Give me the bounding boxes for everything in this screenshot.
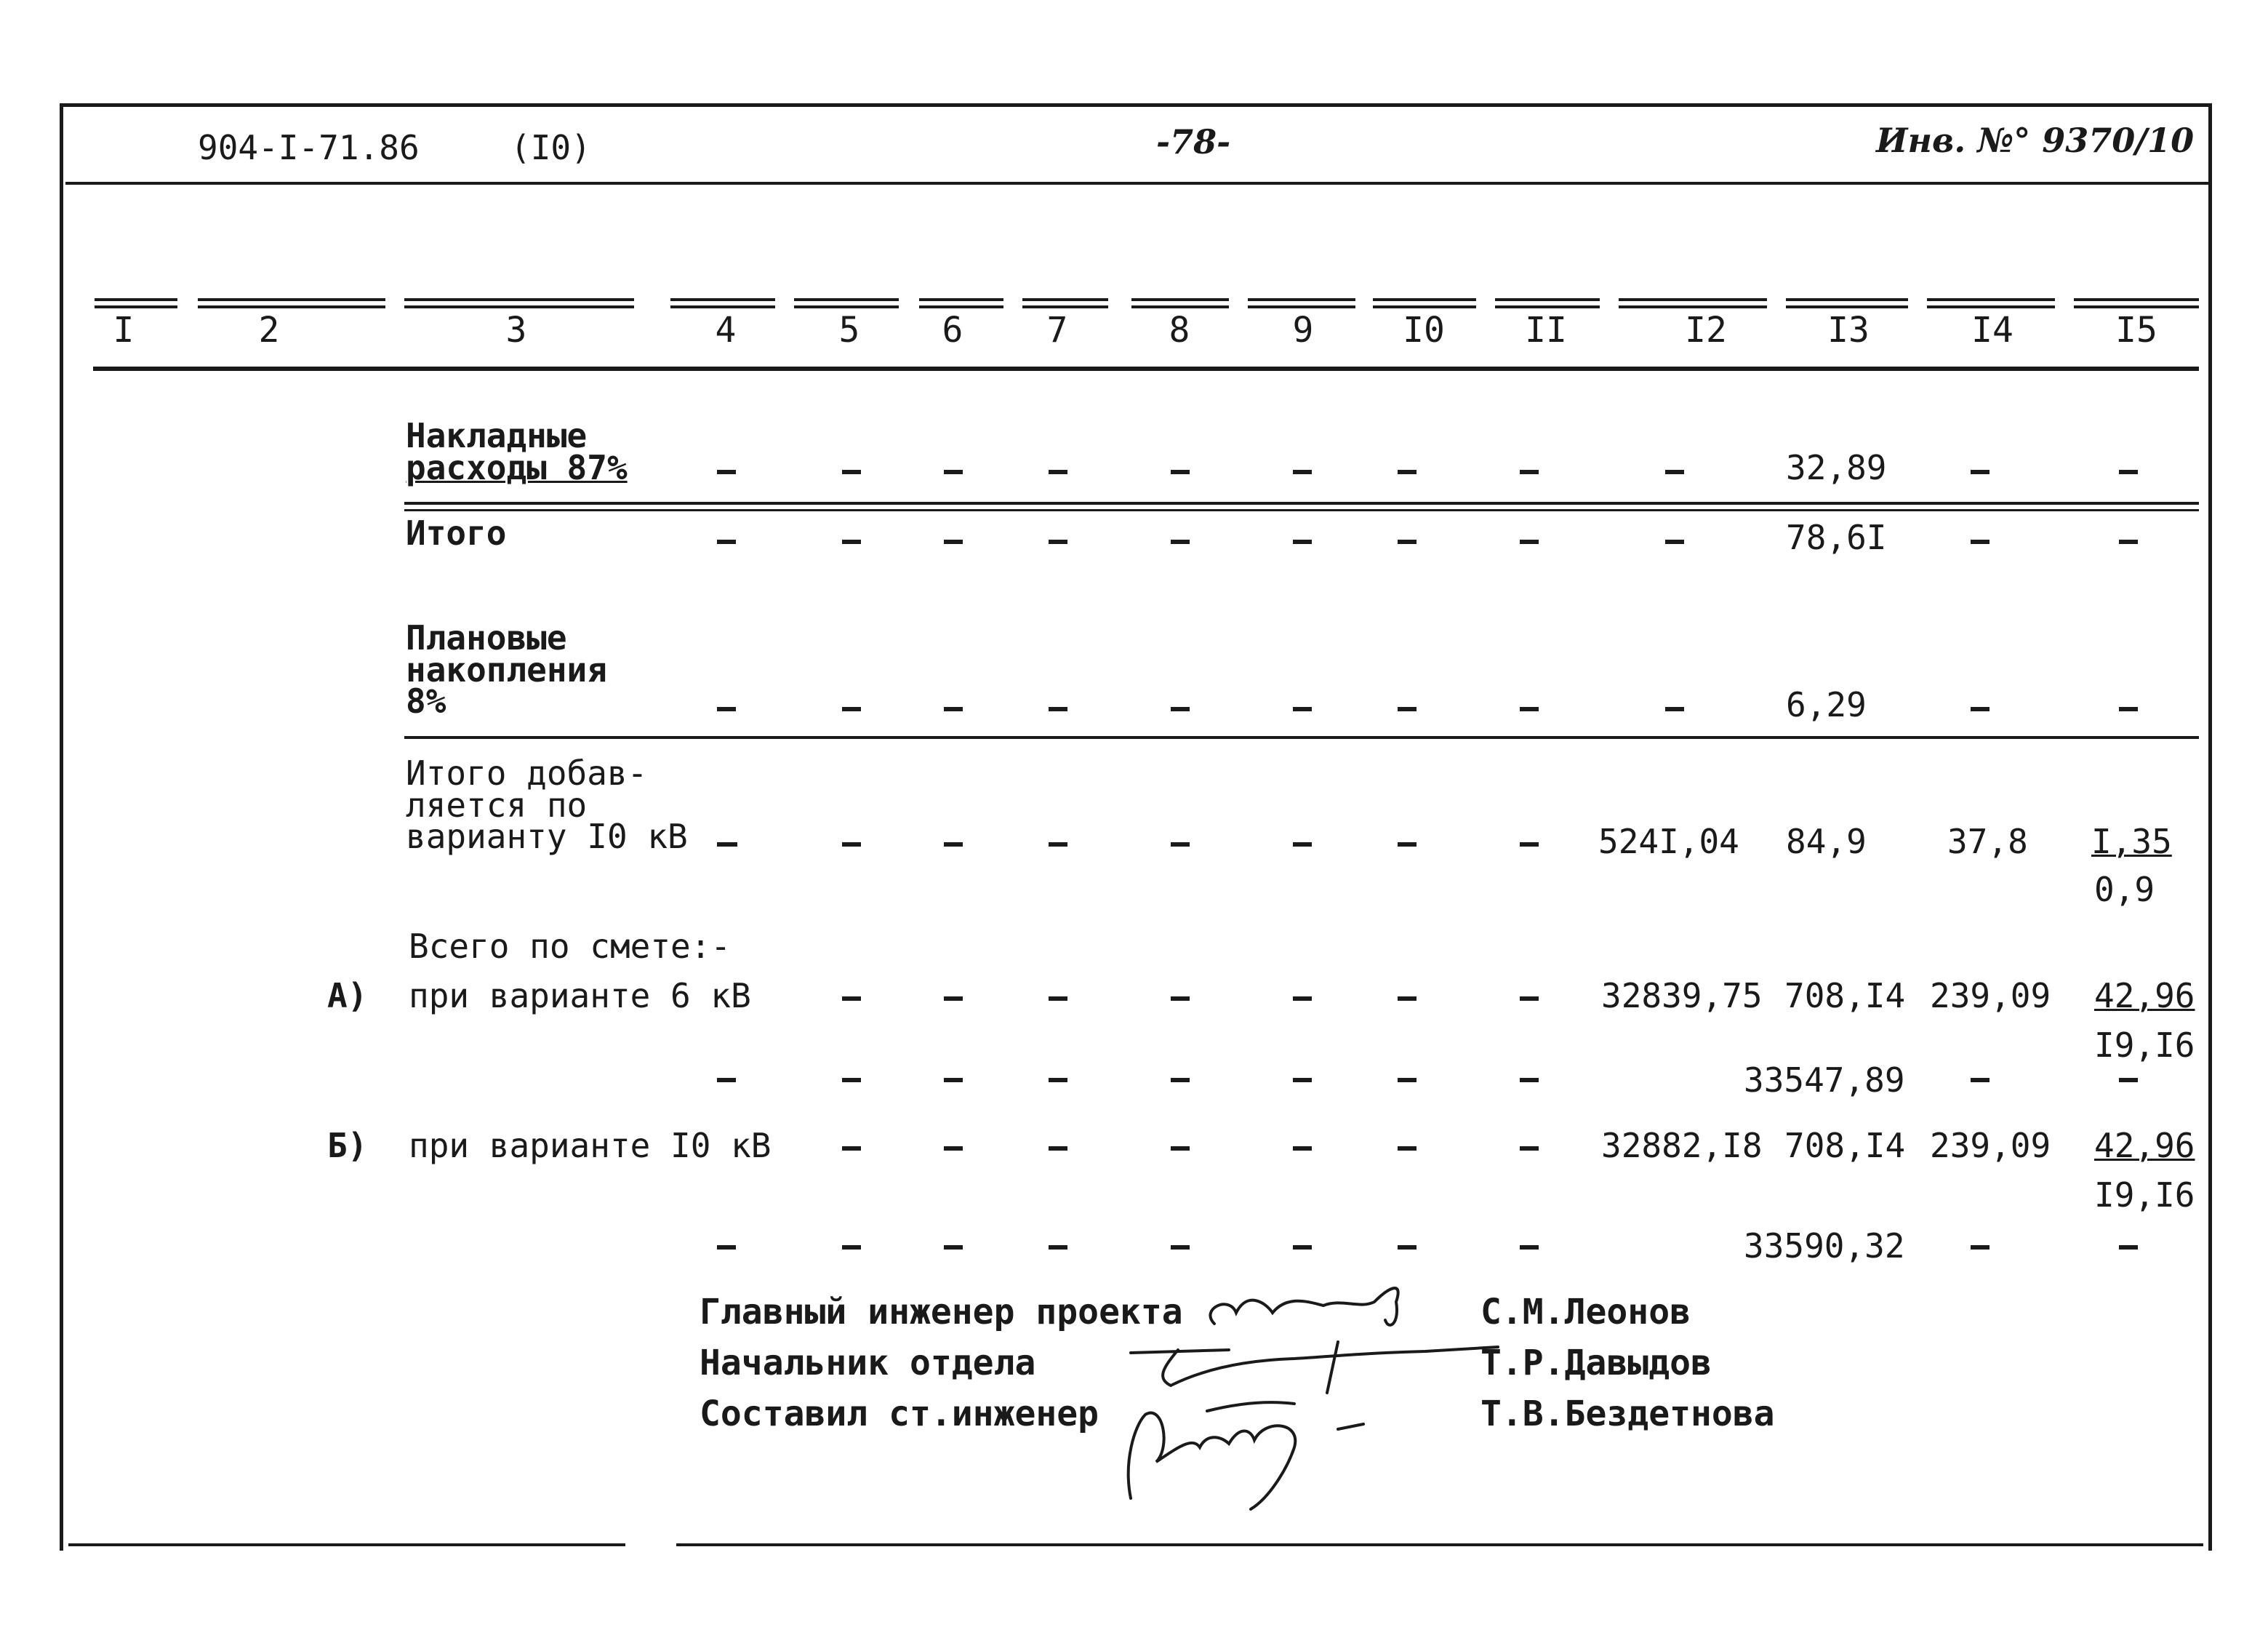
empty-cell-dash	[1293, 1245, 1312, 1250]
empty-cell-dash	[717, 540, 736, 544]
var-b-col15-top: 42,96	[2094, 1126, 2195, 1165]
var-b-col13: 708,I4	[1784, 1126, 1906, 1165]
empty-cell-dash	[1293, 470, 1312, 474]
col-10: I0	[1403, 310, 1445, 351]
empty-cell-dash	[842, 1245, 861, 1250]
signature-mark-3	[1129, 1402, 1363, 1509]
page-number: -78-	[1156, 122, 1231, 161]
total-added-col14: 37,8	[1947, 822, 2028, 861]
var-b-col14: 239,09	[1930, 1126, 2051, 1165]
empty-cell-dash	[1049, 1245, 1067, 1250]
empty-cell-dash	[842, 996, 861, 1001]
frame-top	[60, 103, 2212, 107]
empty-cell-dash	[1971, 1245, 1989, 1250]
empty-cell-dash	[944, 1078, 963, 1082]
empty-cell-dash	[1293, 1078, 1312, 1082]
empty-cell-dash	[1665, 540, 1684, 544]
empty-cell-dash	[2119, 540, 2138, 544]
empty-cell-dash	[1398, 707, 1417, 711]
var-b-col15-bottom: I9,I6	[2094, 1175, 2195, 1215]
var-a-sum: 33547,89	[1744, 1060, 1905, 1100]
col-8: 8	[1169, 310, 1190, 351]
col-1: I	[113, 310, 135, 351]
total1-label: Итого	[406, 513, 507, 553]
empty-cell-dash	[1049, 540, 1067, 544]
var-b-sum: 33590,32	[1744, 1226, 1905, 1266]
col-15: I5	[2115, 310, 2157, 351]
col-13: I3	[1827, 310, 1870, 351]
inventory-number: Инв. №° 9370/10	[1876, 121, 2195, 160]
empty-cell-dash	[944, 996, 963, 1001]
empty-cell-dash	[2119, 707, 2138, 711]
grand-total-label: Всего по смете:-	[409, 927, 732, 966]
col-2: 2	[258, 310, 280, 351]
row-separator	[404, 509, 2199, 511]
empty-cell-dash	[1520, 1245, 1539, 1250]
empty-cell-dash	[1520, 540, 1539, 544]
empty-cell-dash	[1171, 707, 1190, 711]
empty-cell-dash	[1293, 996, 1312, 1001]
empty-cell-dash	[1520, 707, 1539, 711]
total1-col13: 78,6I	[1786, 518, 1887, 557]
col-3: 3	[505, 310, 527, 351]
col-12: I2	[1685, 310, 1727, 351]
empty-cell-dash	[944, 470, 963, 474]
empty-cell-dash	[1971, 470, 1989, 474]
col-7: 7	[1046, 310, 1068, 351]
empty-cell-dash	[1171, 996, 1190, 1001]
header-rule	[65, 182, 2211, 185]
total-added-label: Итого добав- ляется по варианту I0 кВ	[406, 753, 688, 857]
signature-role-department-head: Начальник отдела	[700, 1343, 1036, 1383]
empty-cell-dash	[944, 1245, 963, 1250]
total-added-col13: 84,9	[1786, 822, 1867, 861]
col-6: 6	[942, 310, 963, 351]
empty-cell-dash	[1293, 1146, 1312, 1151]
empty-cell-dash	[2119, 1078, 2138, 1082]
empty-cell-dash	[1520, 1146, 1539, 1151]
empty-cell-dash	[1171, 842, 1190, 847]
empty-cell-dash	[717, 1245, 736, 1250]
empty-cell-dash	[717, 470, 736, 474]
overhead-col13: 32,89	[1786, 448, 1887, 487]
column-header-bottom-rule	[93, 367, 2199, 371]
empty-cell-dash	[1293, 707, 1312, 711]
empty-cell-dash	[1293, 842, 1312, 847]
var-b-col12: 32882,I8	[1601, 1126, 1763, 1165]
col-9: 9	[1292, 310, 1314, 351]
signature-name-department-head: Т.Р.Давыдов	[1480, 1343, 1712, 1383]
signature-name-compiler: Т.В.Бездетнова	[1480, 1394, 1775, 1434]
col-4: 4	[715, 310, 737, 351]
empty-cell-dash	[1049, 470, 1067, 474]
signature-name-chief-engineer: С.М.Леонов	[1480, 1292, 1691, 1332]
overhead-label: Накладные расходы 87%	[406, 416, 628, 487]
col-14: I4	[1971, 310, 2013, 351]
empty-cell-dash	[1049, 1078, 1067, 1082]
frame-bottom-left	[68, 1543, 625, 1546]
col-5: 5	[838, 310, 860, 351]
empty-cell-dash	[2119, 470, 2138, 474]
doc-code: 904-I-71.86	[198, 128, 420, 167]
empty-cell-dash	[1171, 1078, 1190, 1082]
frame-bottom-right	[676, 1543, 2203, 1546]
col-11: II	[1525, 310, 1567, 351]
empty-cell-dash	[842, 1146, 861, 1151]
empty-cell-dash	[1971, 1078, 1989, 1082]
var-b-label: при варианте I0 кВ	[409, 1126, 772, 1165]
signature-role-compiler: Составил ст.инженер	[700, 1394, 1099, 1434]
signature-mark-1	[1210, 1288, 1398, 1325]
doc-part: (I0)	[510, 128, 591, 167]
empty-cell-dash	[1971, 707, 1989, 711]
empty-cell-dash	[1971, 540, 1989, 544]
frame-right	[2208, 103, 2212, 1551]
empty-cell-dash	[1398, 1146, 1417, 1151]
var-a-col13: 708,I4	[1784, 976, 1906, 1015]
empty-cell-dash	[944, 707, 963, 711]
frame-left	[60, 103, 63, 1551]
var-a-col15-bottom: I9,I6	[2094, 1026, 2195, 1065]
var-a-marker: А)	[327, 976, 368, 1015]
empty-cell-dash	[1398, 540, 1417, 544]
empty-cell-dash	[944, 842, 963, 847]
empty-cell-dash	[1520, 470, 1539, 474]
total-added-col15-top: I,35	[2091, 822, 2172, 861]
var-a-col15-top: 42,96	[2094, 976, 2195, 1015]
total-added-col15-bottom: 0,9	[2094, 870, 2155, 909]
empty-cell-dash	[1398, 1078, 1417, 1082]
empty-cell-dash	[842, 540, 861, 544]
var-b-marker: Б)	[327, 1126, 368, 1165]
empty-cell-dash	[1171, 470, 1190, 474]
empty-cell-dash	[717, 1078, 736, 1082]
empty-cell-dash	[842, 1078, 861, 1082]
signature-role-chief-engineer: Главный инженер проекта	[700, 1292, 1183, 1332]
empty-cell-dash	[2119, 1245, 2138, 1250]
row-separator	[404, 736, 2199, 739]
empty-cell-dash	[842, 842, 861, 847]
empty-cell-dash	[842, 707, 861, 711]
empty-cell-dash	[1171, 1146, 1190, 1151]
empty-cell-dash	[1171, 540, 1190, 544]
empty-cell-dash	[1398, 842, 1417, 847]
empty-cell-dash	[1049, 842, 1067, 847]
empty-cell-dash	[1398, 1245, 1417, 1250]
empty-cell-dash	[944, 1146, 963, 1151]
total-added-col12: 524I,04	[1598, 822, 1739, 861]
row-separator	[404, 502, 2199, 505]
empty-cell-dash	[1398, 996, 1417, 1001]
empty-cell-dash	[1520, 1078, 1539, 1082]
empty-cell-dash	[1049, 996, 1067, 1001]
empty-cell-dash	[1520, 996, 1539, 1001]
planned-label: Плановые накопления 8%	[406, 618, 607, 721]
empty-cell-dash	[1171, 1245, 1190, 1250]
empty-cell-dash	[1293, 540, 1312, 544]
empty-cell-dash	[1665, 470, 1684, 474]
signature-mark-2	[1131, 1342, 1498, 1393]
empty-cell-dash	[1520, 842, 1539, 847]
planned-col13: 6,29	[1786, 685, 1867, 724]
var-a-label: при варианте 6 кВ	[409, 976, 751, 1015]
empty-cell-dash	[1049, 707, 1067, 711]
empty-cell-dash	[717, 707, 736, 711]
var-a-col12: 32839,75	[1601, 976, 1763, 1015]
empty-cell-dash	[1398, 470, 1417, 474]
empty-cell-dash	[718, 842, 737, 847]
empty-cell-dash	[1049, 1146, 1067, 1151]
var-a-col14: 239,09	[1930, 976, 2051, 1015]
empty-cell-dash	[944, 540, 963, 544]
empty-cell-dash	[842, 470, 861, 474]
empty-cell-dash	[1665, 707, 1684, 711]
